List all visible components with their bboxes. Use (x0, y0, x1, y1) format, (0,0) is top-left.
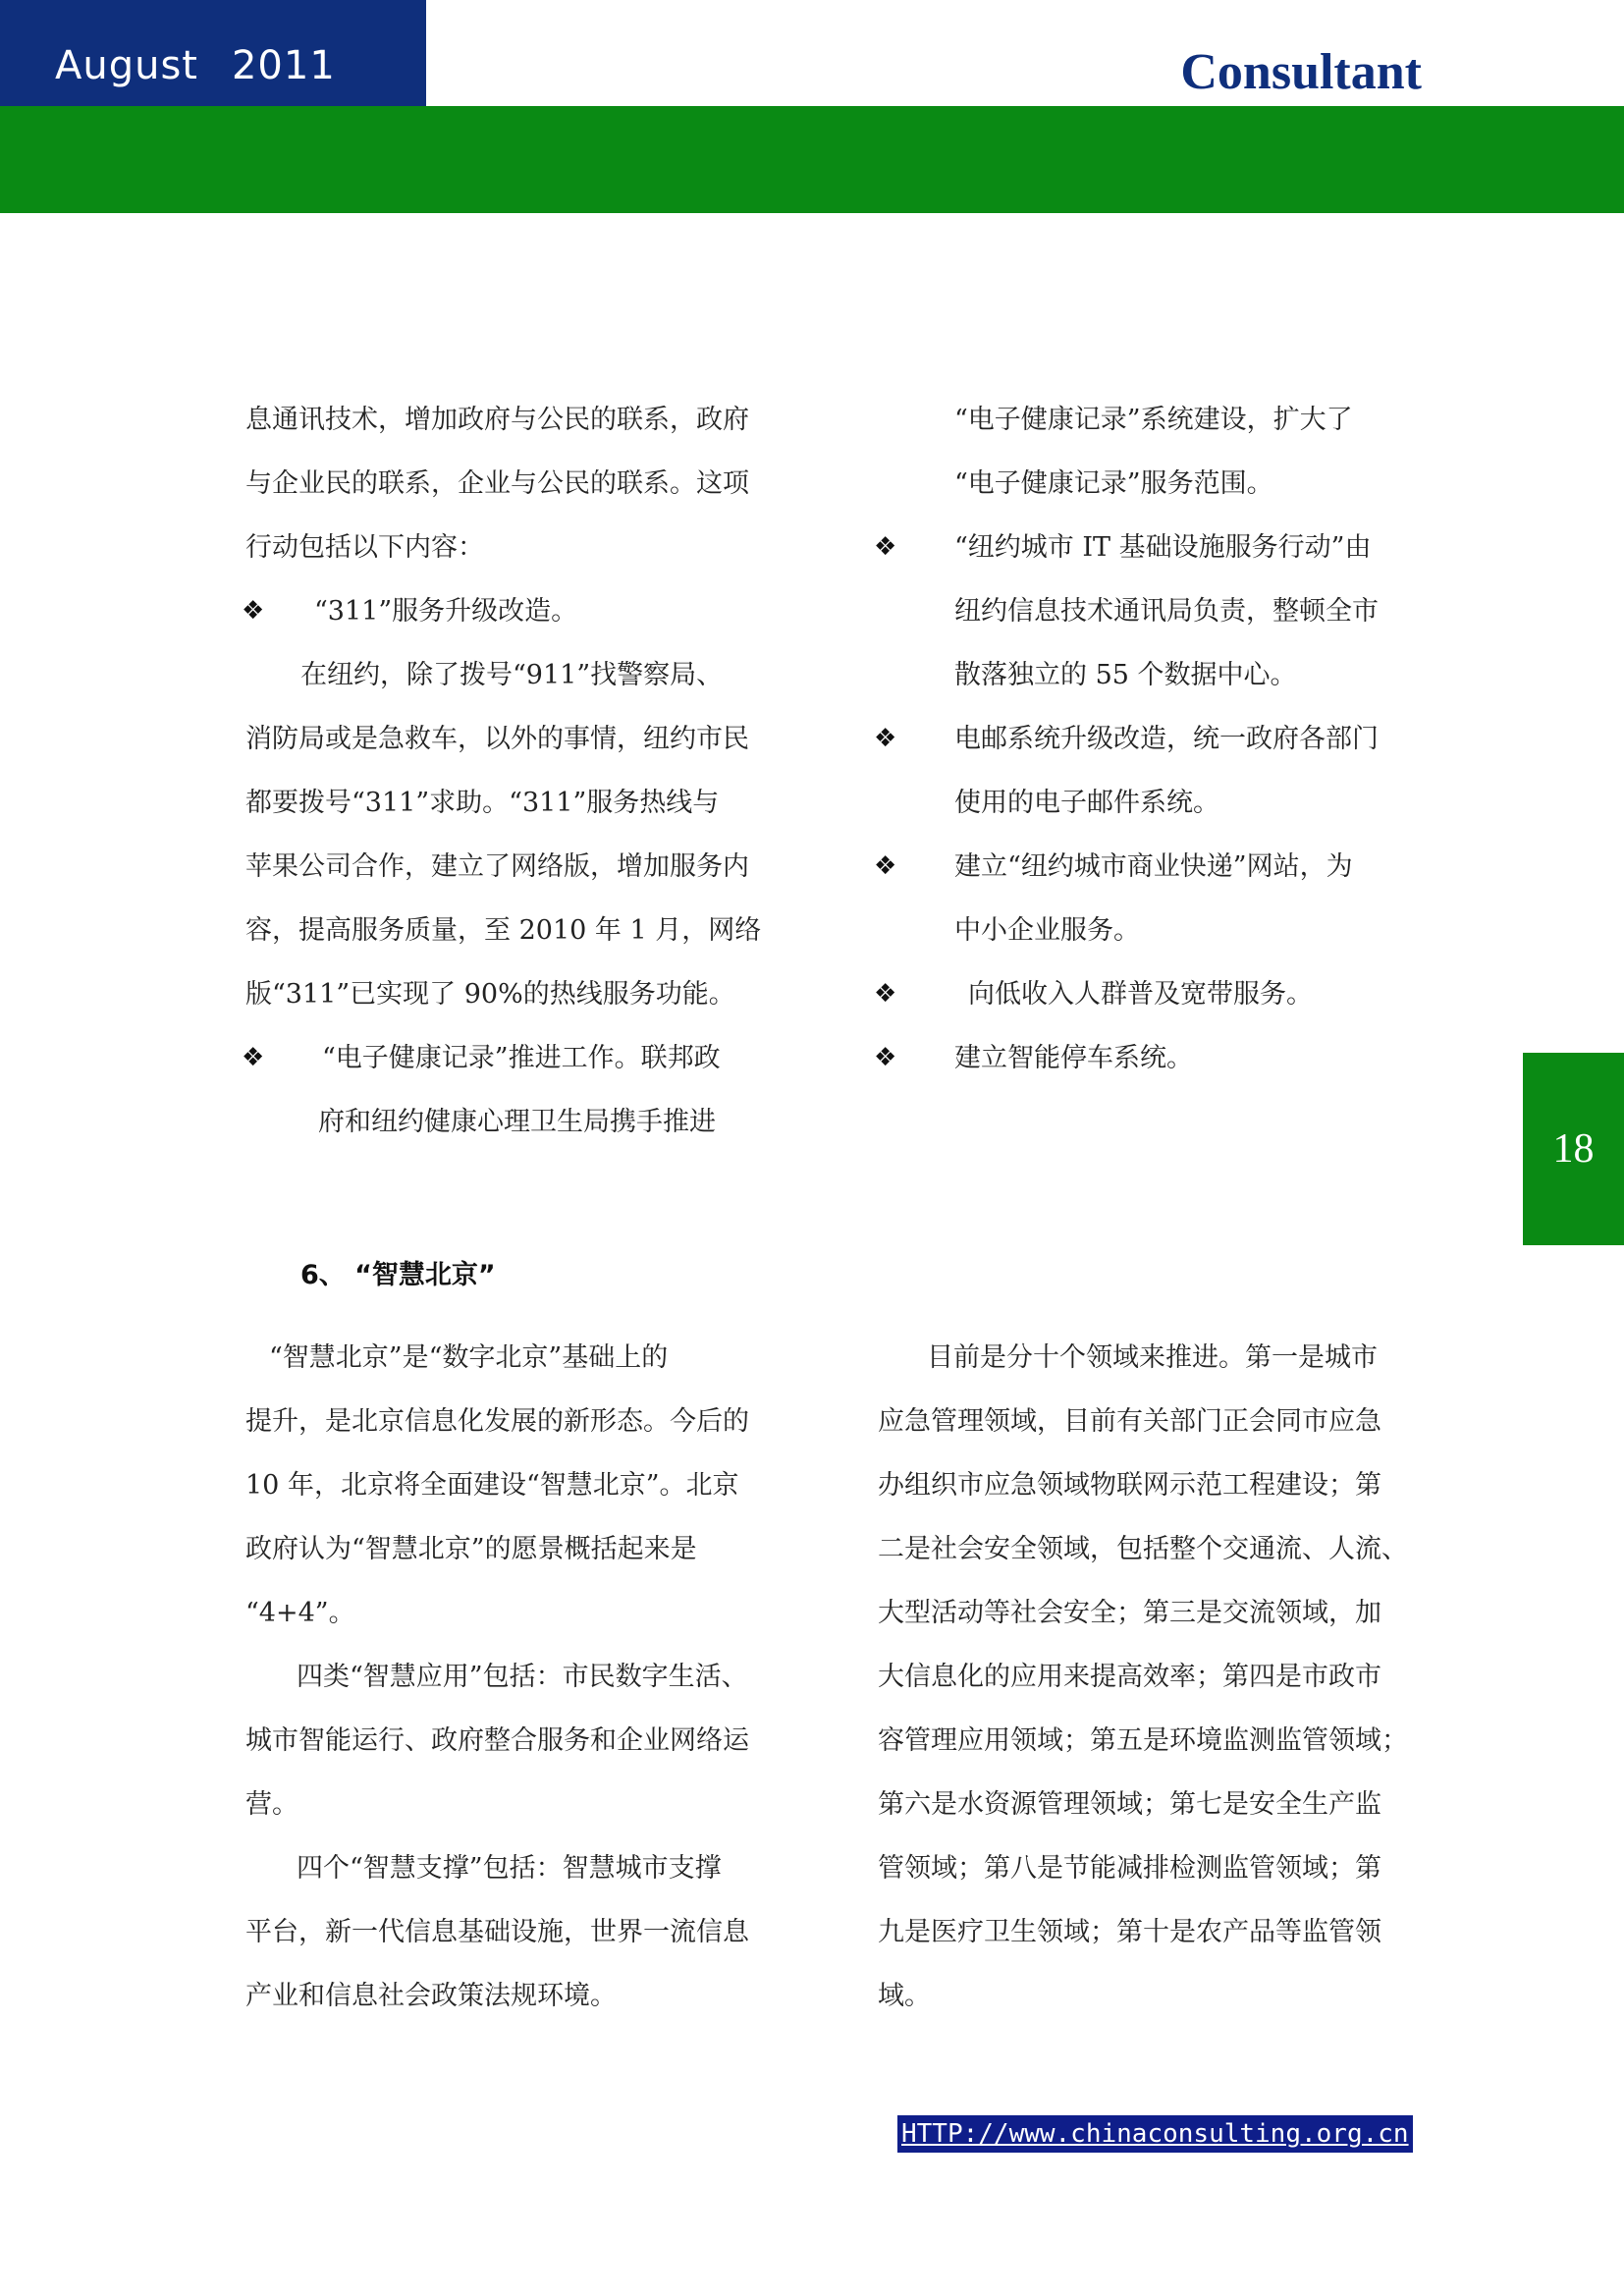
paragraph-line: “4+4”。 (245, 1598, 355, 1628)
paragraph-line: “电子健康记录”系统建设，扩大了 (954, 405, 1353, 435)
paragraph-line: 使用的电子邮件系统。 (954, 788, 1219, 818)
header-month: August (55, 43, 198, 88)
paragraph-line: 大信息化的应用来提高效率；第四是市政市 (878, 1662, 1381, 1692)
bullet-diamond-icon: ❖ (874, 851, 897, 881)
bullet-diamond-icon: ❖ (242, 1043, 265, 1072)
paragraph-line: 目前是分十个领域来推进。第一是城市 (927, 1342, 1378, 1373)
paragraph-line: 平台，新一代信息基础设施，世界一流信息 (245, 1917, 749, 1947)
bullet-item: ❖ 向低收入人群普及宽带服务。 (878, 962, 1428, 1026)
section-heading: 6、 “智慧北京” (300, 1260, 496, 1290)
paragraph-line: 九是医疗卫生领域；第十是农产品等监管领 (878, 1917, 1381, 1947)
paragraph-line: “智慧北京”是“数字北京”基础上的 (269, 1342, 669, 1373)
paragraph-line: 大型活动等社会安全；第三是交流领域，加 (878, 1598, 1381, 1628)
column-top-right (874, 388, 1428, 1090)
header-year: 2011 (231, 43, 336, 88)
paragraph-line: 都要拨号“311”求助。“311”服务热线与 (245, 788, 720, 818)
paragraph-line: 提升，是北京信息化发展的新形态。今后的 (245, 1406, 749, 1437)
paragraph-line: 府和纽约健康心理卫生局携手推进 (318, 1107, 716, 1137)
paragraph-line: 在纽约，除了拨号“911”找警察局、 (300, 660, 724, 690)
paragraph-line: 容管理应用领域；第五是环境监测监管领域； (878, 1725, 1408, 1756)
paragraph-line: 第六是水资源管理领域；第七是安全生产监 (878, 1789, 1381, 1820)
paragraph-line: 与企业民的联系，企业与公民的联系。这项 (245, 468, 749, 499)
paragraph-line: 政府认为“智慧北京”的愿景概括起来是 (245, 1534, 697, 1564)
bullet-item: ❖ “电子健康记录”推进工作。联邦政 (245, 1026, 795, 1090)
paragraph-line: 消防局或是急救车，以外的事情，纽约市民 (245, 724, 749, 754)
paragraph-line: 二是社会安全领域，包括整个交通流、人流、 (878, 1534, 1408, 1564)
paragraph-line: 纽约信息技术通讯局负责，整顿全市 (954, 596, 1379, 627)
header-green-bar (0, 106, 1624, 213)
bullet-item: ❖ “311”服务升级改造。 (245, 579, 795, 643)
paragraph-line: 行动包括以下内容： (245, 532, 484, 563)
paragraph-line: 管领域；第八是节能减排检测监管领域；第 (878, 1853, 1381, 1884)
paragraph-line: 四个“智慧支撑”包括：智慧城市支撑 (297, 1853, 722, 1884)
paragraph-line: 中小企业服务。 (954, 915, 1140, 946)
paragraph-line: 城市智能运行、政府整合服务和企业网络运 (245, 1725, 749, 1756)
paragraph-line: “电子健康记录”服务范围。 (954, 468, 1273, 499)
paragraph-line: 版“311”已实现了 90%的热线服务功能。 (245, 979, 735, 1010)
paragraph-line: 息通讯技术，增加政府与公民的联系，政府 (245, 405, 749, 435)
header-date-block (0, 0, 426, 106)
paragraph-line: 应急管理领域，目前有关部门正会同市应急 (878, 1406, 1381, 1437)
paragraph-line: 苹果公司合作，建立了网络版，增加服务内 (245, 851, 749, 882)
bullet-item: ❖ “纽约城市 IT 基础设施服务行动”由 (878, 516, 1428, 579)
bullet-item: ❖ 电邮系统升级改造，统一政府各部门 (878, 707, 1428, 771)
bullet-diamond-icon: ❖ (242, 596, 265, 626)
paragraph-line: 10 年，北京将全面建设“智慧北京”。北京 (245, 1470, 739, 1501)
bullet-diamond-icon: ❖ (874, 979, 897, 1009)
column-top-left (242, 388, 795, 1154)
page-number-tab (1523, 1053, 1624, 1245)
column-bottom-right (878, 1326, 1428, 2028)
paragraph-line: 容，提高服务质量，至 2010 年 1 月，网络 (245, 915, 762, 946)
paragraph-line: 产业和信息社会政策法规环境。 (245, 1981, 617, 2011)
paragraph-line: 办组织市应急领域物联网示范工程建设；第 (878, 1470, 1381, 1501)
bullet-item: ❖ 建立“纽约城市商业快递”网站，为 (878, 835, 1428, 899)
page-number: 18 (1552, 1126, 1595, 1172)
bullet-diamond-icon: ❖ (874, 724, 897, 753)
bullet-diamond-icon: ❖ (874, 532, 897, 562)
paragraph-line: 散落独立的 55 个数据中心。 (954, 660, 1297, 690)
paragraph-line: 域。 (878, 1981, 931, 2011)
paragraph-line: 四类“智慧应用”包括：市民数字生活、 (297, 1662, 748, 1692)
bullet-item: ❖ 建立智能停车系统。 (878, 1026, 1428, 1090)
column-bottom-left (245, 1326, 795, 2028)
header-brand: Consultant (1180, 44, 1422, 100)
paragraph-line: 营。 (245, 1789, 298, 1820)
footer-url-link[interactable]: HTTP://www.chinaconsulting.org.cn (897, 2115, 1413, 2153)
bullet-diamond-icon: ❖ (874, 1043, 897, 1072)
